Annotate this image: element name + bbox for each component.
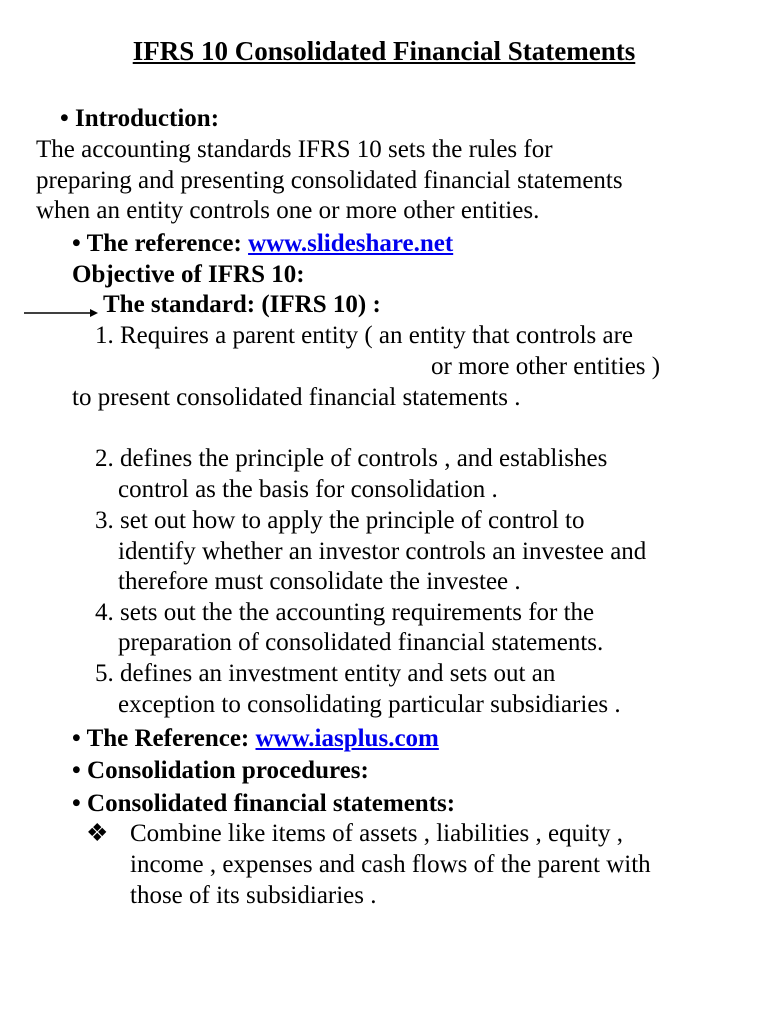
bullet-icon: • bbox=[72, 790, 81, 817]
intro-text-line: when an entity controls one or more other entities. bbox=[36, 197, 540, 224]
list-item-line: 4. sets out the the accounting requirements for the bbox=[95, 599, 595, 626]
list-item-line: preparation of consolidated financial statements. bbox=[118, 629, 604, 656]
reference-label: The reference: bbox=[86, 230, 242, 257]
list-item-line: 5. defines an investment entity and sets out an bbox=[95, 660, 556, 687]
intro-heading-row bbox=[60, 104, 219, 134]
intro-text-line: preparing and presenting consolidated financial statements bbox=[36, 167, 623, 194]
list-item-line: 2. defines the principle of controls , and establishes bbox=[95, 445, 608, 472]
standard-heading: The standard: (IFRS 10) : bbox=[103, 291, 381, 318]
page-title: IFRS 10 Consolidated Financial Statements bbox=[132, 36, 636, 66]
bullet-icon: • bbox=[72, 757, 81, 784]
objective-heading: Objective of IFRS 10: bbox=[72, 261, 305, 288]
slideshare-link[interactable]: www.slideshare.net bbox=[248, 230, 454, 257]
list-item-line: 1. Requires a parent entity ( an entity that controls are bbox=[95, 322, 634, 349]
combine-text-line: Combine like items of assets , liabilities , equity , bbox=[130, 820, 623, 847]
intro-text-line: The accounting standards IFRS 10 sets the rules for bbox=[36, 136, 553, 163]
list-item-line: exception to consolidating particular subsidiaries . bbox=[118, 691, 621, 718]
list-item-line: therefore must consolidate the investee . bbox=[118, 568, 521, 595]
arrow-right-icon bbox=[24, 308, 98, 318]
list-item-line: or more other entities ) bbox=[431, 353, 661, 380]
intro-heading: Introduction: bbox=[75, 105, 220, 132]
reference-row bbox=[72, 229, 453, 259]
combine-text-line: income , expenses and cash flows of the parent with bbox=[130, 851, 651, 878]
statements-heading: Consolidated financial statements: bbox=[87, 790, 456, 817]
reference-label: The Reference: bbox=[86, 725, 250, 752]
list-item-line: 3. set out how to apply the principle of control to bbox=[95, 507, 585, 534]
bullet-icon: • bbox=[72, 230, 81, 257]
iasplus-link[interactable]: www.iasplus.com bbox=[255, 725, 439, 752]
list-item-line: identify whether an investor controls an investee and bbox=[118, 538, 647, 565]
reference-row bbox=[72, 724, 439, 754]
bullet-icon: • bbox=[72, 725, 81, 752]
list-item-line: to present consolidated financial statements . bbox=[72, 384, 521, 411]
procedures-row bbox=[72, 756, 369, 786]
combine-text-line: those of its subsidiaries . bbox=[130, 882, 377, 909]
procedures-heading: Consolidation procedures: bbox=[87, 757, 369, 784]
list-item-line: control as the basis for consolidation . bbox=[118, 476, 498, 503]
statements-row bbox=[72, 789, 455, 819]
diamond-bullet-icon: ❖ bbox=[86, 820, 109, 847]
bullet-icon: • bbox=[60, 105, 69, 132]
